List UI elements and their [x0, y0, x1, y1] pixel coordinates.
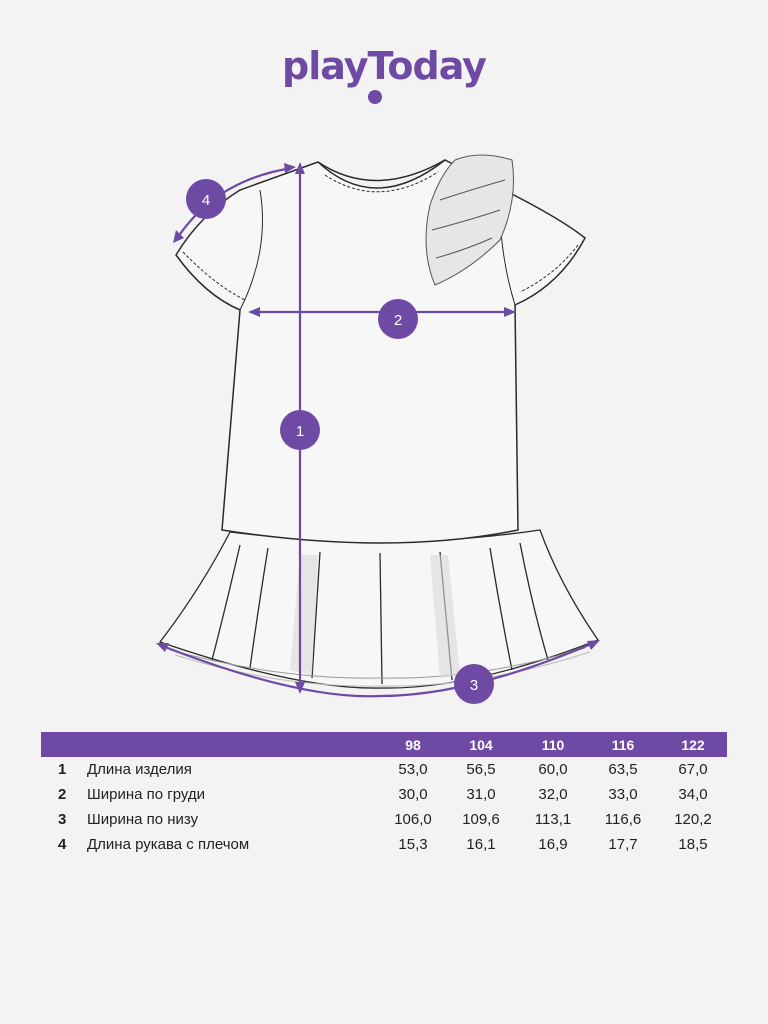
row-number: 1	[58, 761, 67, 778]
skirt	[160, 530, 598, 688]
size-header: 104	[469, 737, 493, 753]
table-cell: 15,3	[398, 836, 428, 853]
table-cell: 120,2	[674, 811, 712, 828]
marker-2	[378, 299, 418, 339]
table-cell: 33,0	[608, 786, 638, 803]
marker-1	[280, 410, 320, 450]
table-cell: 16,1	[466, 836, 496, 853]
table-cell: 31,0	[466, 786, 496, 803]
table-cell: 113,1	[534, 811, 572, 828]
size-header: 110	[541, 737, 565, 753]
svg-text:4: 4	[201, 192, 211, 209]
table-cell: 18,5	[678, 836, 708, 853]
row-number: 3	[58, 811, 67, 828]
row-number: 2	[58, 786, 67, 803]
table-cell: 60,0	[538, 761, 568, 778]
tee-body	[176, 160, 585, 543]
row-label: Ширина по низу	[87, 811, 199, 828]
table-row	[41, 832, 727, 857]
svg-text:2: 2	[393, 312, 403, 329]
row-label: Длина изделия	[87, 761, 192, 778]
table-row	[41, 807, 727, 832]
svg-text:1: 1	[295, 423, 305, 440]
table-cell: 106,0	[394, 811, 432, 828]
table-cell: 63,5	[608, 761, 638, 778]
table-row	[41, 782, 727, 807]
size-table-header	[41, 732, 727, 757]
size-header: 98	[405, 737, 421, 753]
size-header: 122	[681, 737, 705, 753]
size-table	[41, 732, 727, 857]
table-cell: 53,0	[398, 761, 428, 778]
logo-text: playToday	[282, 44, 486, 88]
table-cell: 109,6	[462, 811, 500, 828]
row-label: Ширина по груди	[87, 786, 206, 803]
row-label: Длина рукава с плечом	[87, 836, 250, 853]
table-cell: 30,0	[398, 786, 428, 803]
row-number: 4	[58, 836, 67, 853]
table-cell: 67,0	[678, 761, 708, 778]
table-cell: 116,6	[604, 811, 642, 828]
table-row	[41, 757, 727, 782]
size-header: 116	[611, 737, 635, 753]
table-cell: 56,5	[466, 761, 496, 778]
table-cell: 17,7	[608, 836, 638, 853]
marker-4	[186, 179, 226, 219]
table-cell: 34,0	[678, 786, 708, 803]
marker-3	[454, 664, 494, 704]
table-cell: 16,9	[538, 836, 568, 853]
svg-text:3: 3	[469, 677, 479, 694]
table-cell: 32,0	[538, 786, 568, 803]
